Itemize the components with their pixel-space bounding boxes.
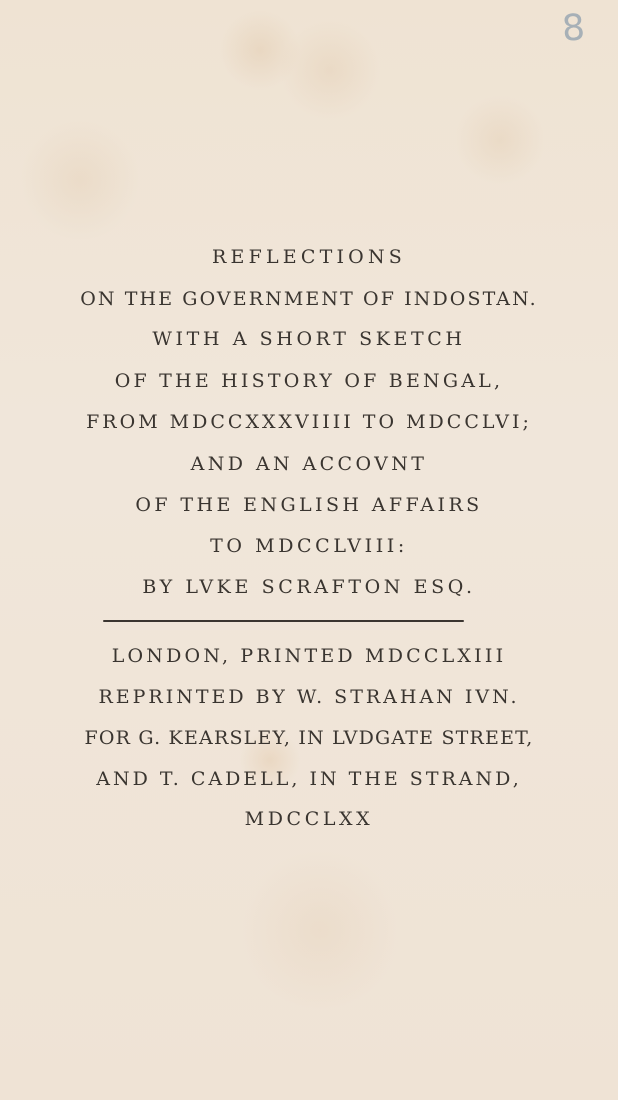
imprint-line: REPRINTED BY W. STRAHAN IVN. bbox=[98, 686, 520, 708]
title-line: OF THE HISTORY OF BENGAL, bbox=[114, 370, 504, 392]
title-line: TO MDCCLVIII: bbox=[210, 535, 408, 557]
imprint-date: MDCCLXX bbox=[244, 808, 374, 830]
shelfmark-number: 8 bbox=[560, 7, 587, 50]
title-line: AND AN ACCOVNT bbox=[190, 453, 428, 475]
title-line: FROM MDCCXXXVIIII TO MDCCLVI; bbox=[86, 411, 532, 433]
title-line: OF THE ENGLISH AFFAIRS bbox=[135, 494, 483, 516]
imprint-line: LONDON, PRINTED MDCCLXIII bbox=[111, 645, 507, 667]
author-line: BY LVKE SCRAFTON ESQ. bbox=[142, 576, 476, 598]
title-line: REFLECTIONS bbox=[212, 246, 406, 268]
divider-rule bbox=[103, 620, 464, 622]
title-line: ON THE GOVERNMENT OF INDOSTAN. bbox=[80, 288, 538, 310]
title-line: WITH A SHORT SKETCH bbox=[152, 328, 466, 350]
imprint-line: AND T. CADELL, IN THE STRAND, bbox=[96, 768, 522, 790]
imprint-line: FOR G. KEARSLEY, IN LVDGATE STREET, bbox=[84, 727, 534, 749]
